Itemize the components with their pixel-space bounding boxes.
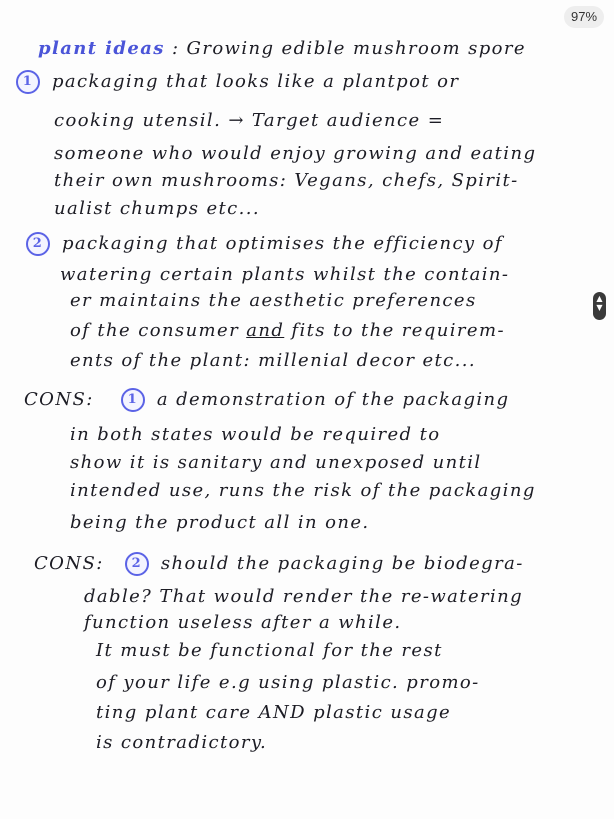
note-line-8: watering certain plants whilst the contain-	[60, 264, 510, 285]
cons-line-12: is contradictory.	[96, 732, 268, 753]
heading-label: plant ideas	[38, 38, 165, 59]
line-text: of the consumer	[70, 320, 240, 341]
cons-line-1	[24, 388, 509, 412]
line-text: a demonstration of the packaging	[156, 389, 510, 410]
cons-line-5: being the product all in one.	[70, 512, 370, 533]
cons-label: CONS:	[24, 389, 94, 410]
circled-number-1: 1	[121, 388, 145, 412]
note-line-3: cooking utensil. → Target audience =	[54, 110, 445, 131]
circled-number-2: 2	[26, 232, 50, 256]
line-text: packaging that looks like a plantpot or	[52, 71, 460, 92]
note-line-9: er maintains the aesthetic preferences	[70, 290, 477, 311]
cons-line-7: dable? That would render the re-watering	[84, 586, 524, 607]
cons-line-6	[34, 552, 524, 576]
cons-line-2: in both states would be required to	[70, 424, 441, 445]
cons-line-9: It must be functional for the rest	[96, 640, 443, 661]
line-text: packaging that optimises the efficiency of	[62, 233, 503, 254]
scroll-handle[interactable]	[593, 292, 606, 320]
cons-line-8: function useless after a while.	[84, 612, 402, 633]
cons-line-4: intended use, runs the risk of the packaging	[70, 480, 536, 501]
circled-number-2: 2	[125, 552, 149, 576]
circled-number-1: 1	[16, 70, 40, 94]
cons-label: CONS:	[34, 553, 104, 574]
note-line-6: ualist chumps etc...	[54, 198, 260, 219]
cons-line-3: show it is sanitary and unexposed until	[70, 452, 482, 473]
note-line-2	[16, 70, 459, 94]
chevron-up-icon: ▲	[596, 294, 603, 303]
chevron-down-icon: ▼	[596, 303, 603, 312]
note-line-10	[70, 320, 505, 341]
note-line-11: ents of the plant: millenial decor etc...	[70, 350, 476, 371]
heading-text: : Growing edible mushroom spore	[171, 38, 526, 59]
cons-line-11: ting plant care AND plastic usage	[96, 702, 452, 723]
note-line-1	[38, 38, 526, 59]
line-text: fits to the requirem-	[291, 320, 505, 341]
note-line-4: someone who would enjoy growing and eating	[54, 143, 537, 164]
zoom-level-badge[interactable]: 97%	[564, 6, 604, 28]
cons-line-10: of your life e.g using plastic. promo-	[96, 672, 480, 693]
note-line-5: their own mushrooms: Vegans, chefs, Spirit-	[54, 170, 519, 191]
note-line-7	[26, 232, 503, 256]
underlined-word: and	[246, 320, 285, 341]
line-text: should the packaging be biodegra-	[160, 553, 524, 574]
